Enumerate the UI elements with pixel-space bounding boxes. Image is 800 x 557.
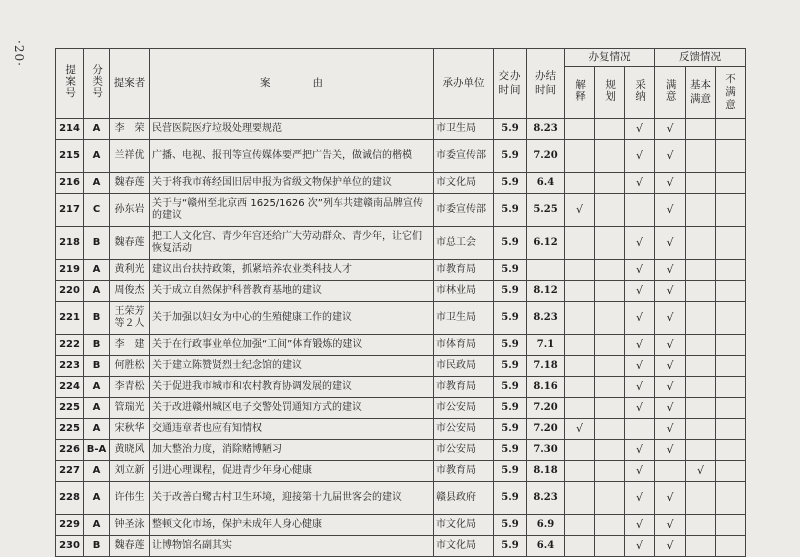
mark-adopt: √ [625, 140, 655, 173]
mark-satisfied: √ [655, 227, 686, 260]
cell-id: 226 [56, 440, 84, 461]
table-body [56, 119, 746, 557]
cell-category: A [84, 281, 110, 302]
cell-done-date: 8.12 [527, 281, 565, 302]
cell-done-date: 7.18 [527, 356, 565, 377]
cell-assign-date: 5.9 [494, 440, 527, 461]
cell-assign-date: 5.9 [494, 260, 527, 281]
mark-plan [595, 419, 625, 440]
cell-done-date: 6.9 [527, 515, 565, 536]
mark-adopt: √ [625, 302, 655, 335]
mark-explain [565, 515, 595, 536]
mark-basically-satisfied [686, 536, 716, 557]
header-proposer: 提案者 [110, 49, 150, 119]
cell-unit: 市公安局 [434, 440, 494, 461]
cell-category: A [84, 260, 110, 281]
cell-category: B [84, 335, 110, 356]
cell-proposer: 黄利光 [110, 260, 150, 281]
cell-id: 229 [56, 515, 84, 536]
cell-unit: 市委宣传部 [434, 194, 494, 227]
cell-assign-date: 5.9 [494, 482, 527, 515]
mark-explain [565, 536, 595, 557]
cell-unit: 市教育局 [434, 461, 494, 482]
mark-basically-satisfied [686, 227, 716, 260]
cell-assign-date: 5.9 [494, 302, 527, 335]
cell-id: 218 [56, 227, 84, 260]
mark-unsatisfied [716, 140, 746, 173]
cell-done-date: 7.30 [527, 440, 565, 461]
table-row [56, 119, 746, 140]
mark-explain: √ [565, 194, 595, 227]
cell-unit: 市体育局 [434, 335, 494, 356]
cell-id: 217 [56, 194, 84, 227]
header-category: 分类号 [84, 49, 110, 119]
mark-unsatisfied [716, 302, 746, 335]
mark-explain [565, 227, 595, 260]
cell-proposer: 孙东岩 [110, 194, 150, 227]
cell-category: A [84, 119, 110, 140]
mark-explain [565, 335, 595, 356]
cell-category: B [84, 356, 110, 377]
cell-unit: 赣县政府 [434, 482, 494, 515]
mark-explain [565, 461, 595, 482]
cell-unit: 市教育局 [434, 260, 494, 281]
cell-title: 关于建立陈赞贤烈士纪念馆的建议 [150, 356, 434, 377]
cell-id: 220 [56, 281, 84, 302]
mark-adopt: √ [625, 440, 655, 461]
cell-proposer: 管瑞光 [110, 398, 150, 419]
cell-category: B [84, 227, 110, 260]
mark-satisfied: √ [655, 398, 686, 419]
mark-unsatisfied [716, 482, 746, 515]
cell-done-date: 8.23 [527, 302, 565, 335]
cell-title: 让博物馆名副其实 [150, 536, 434, 557]
table-row [56, 281, 746, 302]
cell-unit: 市总工会 [434, 227, 494, 260]
cell-proposer: 李 荣 [110, 119, 150, 140]
cell-assign-date: 5.9 [494, 515, 527, 536]
header-done-date: 办结时间 [527, 49, 565, 119]
mark-plan [595, 398, 625, 419]
mark-satisfied: √ [655, 515, 686, 536]
cell-proposer: 何胜松 [110, 356, 150, 377]
cell-category: A [84, 173, 110, 194]
mark-basically-satisfied [686, 419, 716, 440]
mark-explain [565, 356, 595, 377]
table-row [56, 356, 746, 377]
cell-assign-date: 5.9 [494, 227, 527, 260]
mark-explain [565, 260, 595, 281]
cell-proposer: 周俊杰 [110, 281, 150, 302]
cell-title: 建议出台扶持政策，抓紧培养农业类科技人才 [150, 260, 434, 281]
cell-assign-date: 5.9 [494, 194, 527, 227]
cell-title: 关于改善白鹭古村卫生环境，迎接第十九届世客会的建议 [150, 482, 434, 515]
mark-satisfied: √ [655, 281, 686, 302]
mark-plan [595, 515, 625, 536]
mark-adopt: √ [625, 461, 655, 482]
cell-id: 225 [56, 419, 84, 440]
cell-title: 关于促进我市城市和农村教育协调发展的建议 [150, 377, 434, 398]
mark-explain [565, 440, 595, 461]
cell-proposer: 李青松 [110, 377, 150, 398]
mark-adopt: √ [625, 260, 655, 281]
mark-unsatisfied [716, 281, 746, 302]
cell-id: 223 [56, 356, 84, 377]
cell-id: 221 [56, 302, 84, 335]
mark-adopt: √ [625, 536, 655, 557]
mark-basically-satisfied [686, 482, 716, 515]
header-id: 提案号 [56, 49, 84, 119]
mark-explain [565, 377, 595, 398]
mark-plan [595, 227, 625, 260]
mark-satisfied: √ [655, 377, 686, 398]
cell-proposer: 兰祥优 [110, 140, 150, 173]
mark-plan [595, 194, 625, 227]
mark-basically-satisfied [686, 194, 716, 227]
cell-unit: 市公安局 [434, 419, 494, 440]
mark-plan [595, 440, 625, 461]
mark-basically-satisfied [686, 440, 716, 461]
cell-title: 关于改进赣州城区电子交警处罚通知方式的建议 [150, 398, 434, 419]
mark-adopt: √ [625, 173, 655, 194]
cell-done-date: 5.25 [527, 194, 565, 227]
cell-category: B [84, 536, 110, 557]
cell-done-date: 8.23 [527, 119, 565, 140]
mark-explain [565, 140, 595, 173]
mark-basically-satisfied [686, 515, 716, 536]
cell-id: 215 [56, 140, 84, 173]
cell-category: B [84, 302, 110, 335]
cell-title: 关于将我市蒋经国旧居申报为省级文物保护单位的建议 [150, 173, 434, 194]
mark-unsatisfied [716, 119, 746, 140]
mark-explain [565, 482, 595, 515]
header-handling-group: 办复情况 [565, 49, 655, 67]
cell-proposer: 魏春莲 [110, 227, 150, 260]
cell-category: A [84, 515, 110, 536]
cell-assign-date: 5.9 [494, 281, 527, 302]
mark-plan [595, 482, 625, 515]
mark-adopt [625, 419, 655, 440]
table-row [56, 260, 746, 281]
mark-plan [595, 461, 625, 482]
cell-done-date: 8.18 [527, 461, 565, 482]
table-row [56, 440, 746, 461]
header-explain: 解释 [565, 67, 595, 119]
mark-basically-satisfied [686, 260, 716, 281]
mark-plan [595, 260, 625, 281]
cell-assign-date: 5.9 [494, 140, 527, 173]
mark-adopt: √ [625, 515, 655, 536]
cell-title: 关于在行政事业单位加强“工间”体育锻炼的建议 [150, 335, 434, 356]
table-row [56, 515, 746, 536]
mark-unsatisfied [716, 440, 746, 461]
header-satisfied: 满意 [655, 67, 686, 119]
mark-satisfied: √ [655, 194, 686, 227]
mark-satisfied: √ [655, 536, 686, 557]
cell-done-date: 6.4 [527, 536, 565, 557]
cell-unit: 市委宣传部 [434, 140, 494, 173]
cell-proposer: 刘立新 [110, 461, 150, 482]
header-adopt: 采纳 [625, 67, 655, 119]
table-row [56, 173, 746, 194]
cell-title: 交通违章者也应有知情权 [150, 419, 434, 440]
cell-done-date [527, 260, 565, 281]
table-row [56, 377, 746, 398]
mark-adopt: √ [625, 227, 655, 260]
mark-unsatisfied [716, 335, 746, 356]
cell-done-date: 7.1 [527, 335, 565, 356]
mark-plan [595, 377, 625, 398]
mark-basically-satisfied [686, 281, 716, 302]
mark-unsatisfied [716, 227, 746, 260]
cell-unit: 市文化局 [434, 173, 494, 194]
table-row [56, 482, 746, 515]
cell-category: B-A [84, 440, 110, 461]
cell-assign-date: 5.9 [494, 173, 527, 194]
cell-title: 关于与“赣州至北京西 1625/1626 次”列车共建赣南品牌宣传的建议 [150, 194, 434, 227]
mark-satisfied: √ [655, 173, 686, 194]
cell-category: A [84, 377, 110, 398]
proposal-table [55, 48, 746, 557]
cell-category: A [84, 140, 110, 173]
mark-plan [595, 281, 625, 302]
mark-explain [565, 281, 595, 302]
table-row [56, 461, 746, 482]
mark-plan [595, 140, 625, 173]
mark-satisfied: √ [655, 356, 686, 377]
cell-id: 222 [56, 335, 84, 356]
mark-explain [565, 119, 595, 140]
cell-proposer: 李 建 [110, 335, 150, 356]
mark-plan [595, 536, 625, 557]
mark-basically-satisfied [686, 356, 716, 377]
mark-unsatisfied [716, 398, 746, 419]
cell-title: 整顿文化市场，保护未成年人身心健康 [150, 515, 434, 536]
cell-title: 关于加强以妇女为中心的生殖健康工作的建议 [150, 302, 434, 335]
mark-explain: √ [565, 419, 595, 440]
mark-adopt: √ [625, 377, 655, 398]
mark-basically-satisfied [686, 302, 716, 335]
cell-title: 广播、电视、报刊等宣传媒体要严把广告关，做诚信的楷模 [150, 140, 434, 173]
mark-unsatisfied [716, 515, 746, 536]
mark-explain [565, 398, 595, 419]
mark-adopt: √ [625, 356, 655, 377]
cell-assign-date: 5.9 [494, 119, 527, 140]
table-row [56, 194, 746, 227]
mark-satisfied: √ [655, 482, 686, 515]
mark-basically-satisfied [686, 398, 716, 419]
cell-title: 关于成立自然保护科普教育基地的建议 [150, 281, 434, 302]
cell-id: 225 [56, 398, 84, 419]
mark-unsatisfied [716, 356, 746, 377]
mark-satisfied: √ [655, 140, 686, 173]
cell-proposer: 魏春莲 [110, 173, 150, 194]
mark-basically-satisfied [686, 140, 716, 173]
mark-adopt: √ [625, 281, 655, 302]
cell-unit: 市卫生局 [434, 119, 494, 140]
page-number: ·20· [12, 40, 26, 67]
mark-explain [565, 173, 595, 194]
cell-unit: 市卫生局 [434, 302, 494, 335]
cell-id: 219 [56, 260, 84, 281]
cell-id: 228 [56, 482, 84, 515]
header-plan: 规划 [595, 67, 625, 119]
cell-assign-date: 5.9 [494, 536, 527, 557]
table-row [56, 398, 746, 419]
cell-unit: 市教育局 [434, 377, 494, 398]
cell-title: 把工人文化宫、青少年宫还给广大劳动群众、青少年，让它们恢复活动 [150, 227, 434, 260]
mark-basically-satisfied [686, 173, 716, 194]
cell-assign-date: 5.9 [494, 419, 527, 440]
cell-title: 加大整治力度，消除赌博陋习 [150, 440, 434, 461]
table-row [56, 536, 746, 557]
mark-basically-satisfied: √ [686, 461, 716, 482]
cell-title: 引进心理课程，促进青少年身心健康 [150, 461, 434, 482]
mark-adopt: √ [625, 482, 655, 515]
mark-unsatisfied [716, 194, 746, 227]
cell-proposer: 钟圣泳 [110, 515, 150, 536]
cell-proposer: 许伟生 [110, 482, 150, 515]
cell-done-date: 8.23 [527, 482, 565, 515]
mark-adopt: √ [625, 398, 655, 419]
cell-done-date: 8.16 [527, 377, 565, 398]
cell-category: A [84, 398, 110, 419]
cell-assign-date: 5.9 [494, 377, 527, 398]
mark-plan [595, 302, 625, 335]
cell-proposer: 王荣芳等２人 [110, 302, 150, 335]
cell-done-date: 6.4 [527, 173, 565, 194]
cell-id: 227 [56, 461, 84, 482]
cell-assign-date: 5.9 [494, 461, 527, 482]
cell-proposer: 宋秋华 [110, 419, 150, 440]
mark-satisfied: √ [655, 260, 686, 281]
mark-unsatisfied [716, 377, 746, 398]
cell-unit: 市文化局 [434, 536, 494, 557]
mark-plan [595, 173, 625, 194]
mark-unsatisfied [716, 173, 746, 194]
cell-proposer: 魏春莲 [110, 536, 150, 557]
cell-category: A [84, 482, 110, 515]
mark-satisfied: √ [655, 119, 686, 140]
mark-adopt: √ [625, 335, 655, 356]
cell-id: 230 [56, 536, 84, 557]
cell-id: 224 [56, 377, 84, 398]
table-row [56, 227, 746, 260]
mark-adopt [625, 194, 655, 227]
cell-unit: 市民政局 [434, 356, 494, 377]
table-header [56, 49, 746, 119]
header-feedback-group: 反馈情况 [655, 49, 746, 67]
mark-plan [595, 119, 625, 140]
mark-plan [595, 356, 625, 377]
mark-adopt: √ [625, 119, 655, 140]
cell-done-date: 7.20 [527, 398, 565, 419]
cell-assign-date: 5.9 [494, 398, 527, 419]
mark-basically-satisfied [686, 377, 716, 398]
table-row [56, 419, 746, 440]
cell-done-date: 7.20 [527, 140, 565, 173]
mark-explain [565, 302, 595, 335]
mark-basically-satisfied [686, 335, 716, 356]
mark-plan [595, 335, 625, 356]
cell-id: 214 [56, 119, 84, 140]
cell-proposer: 黄晓风 [110, 440, 150, 461]
mark-unsatisfied [716, 461, 746, 482]
table-row [56, 140, 746, 173]
cell-assign-date: 5.9 [494, 356, 527, 377]
table-row [56, 335, 746, 356]
header-assign-date: 交办时间 [494, 49, 527, 119]
mark-satisfied: √ [655, 419, 686, 440]
header-title: 案 由 [150, 49, 434, 119]
cell-title: 民营医院医疗垃圾处理要规范 [150, 119, 434, 140]
cell-unit: 市林业局 [434, 281, 494, 302]
mark-basically-satisfied [686, 119, 716, 140]
mark-satisfied: √ [655, 302, 686, 335]
mark-satisfied [655, 461, 686, 482]
mark-satisfied: √ [655, 335, 686, 356]
mark-unsatisfied [716, 260, 746, 281]
cell-done-date: 7.20 [527, 419, 565, 440]
header-unit: 承办单位 [434, 49, 494, 119]
mark-satisfied: √ [655, 440, 686, 461]
cell-category: C [84, 194, 110, 227]
cell-category: A [84, 419, 110, 440]
mark-unsatisfied [716, 536, 746, 557]
cell-assign-date: 5.9 [494, 335, 527, 356]
cell-id: 216 [56, 173, 84, 194]
header-unsatisfied: 不满意 [716, 67, 746, 119]
header-basically-satisfied: 基本满意 [686, 67, 716, 119]
cell-unit: 市公安局 [434, 398, 494, 419]
mark-unsatisfied [716, 419, 746, 440]
cell-done-date: 6.12 [527, 227, 565, 260]
cell-category: A [84, 461, 110, 482]
cell-unit: 市文化局 [434, 515, 494, 536]
table-row [56, 302, 746, 335]
